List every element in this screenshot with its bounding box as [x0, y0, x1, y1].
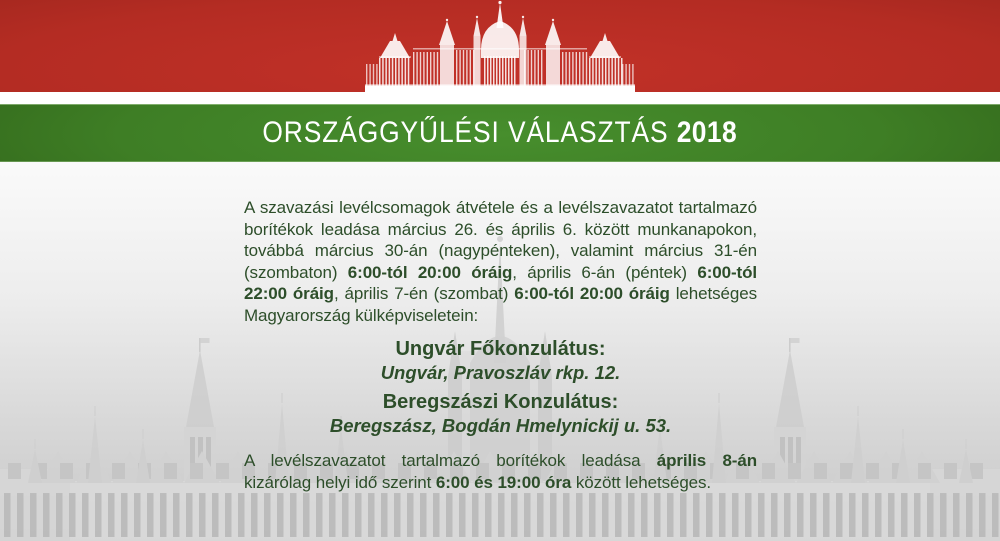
banner-year: 2018: [676, 116, 738, 149]
consulate-block-ungvar: [244, 338, 757, 384]
banner-title: [263, 116, 738, 150]
consulate-address: Ungvár, Pravoszláv rkp. 12.: [380, 362, 621, 383]
tricolor-white-stripe: [0, 92, 1000, 104]
banner-title-text: ORSZÁGGYŰLÉSI VÁLASZTÁS: [262, 116, 669, 149]
red-masthead: [0, 0, 1000, 92]
intro-paragraph: A szavazási levélcsomagok átvétele és a levélszavazatot tartalmazó borítékok leadása március 26. és április 6. között munkanapokon, továbbá március 30-án (nagypénteken), valamint március 31-én (szombaton) 6:00-tól 20:00 óráig, április 6-án (péntek) 6:00-tól 22:00 óráig, április 7-én (szombat) 6:00-tól 20:00 óráig lehetséges Magyarország külképviseletein:: [244, 198, 757, 325]
deadline-paragraph: A levélszavazatot tartalmazó borítékok leadása április 8-án kizárólag helyi idő szerint 6:00 és 19:00 óra között lehetséges.: [244, 451, 757, 492]
consulate-block-beregszasz: [244, 391, 757, 437]
election-banner: [0, 104, 1000, 162]
consulate-address: Beregszász, Bogdán Hmelynickij u. 53.: [329, 415, 672, 436]
consulate-name: Ungvár Főkonzulátus:: [395, 338, 606, 360]
parliament-illustration-icon: [365, 0, 635, 92]
consulate-name: Beregszászi Konzulátus:: [382, 391, 619, 413]
content-column: [244, 197, 757, 493]
